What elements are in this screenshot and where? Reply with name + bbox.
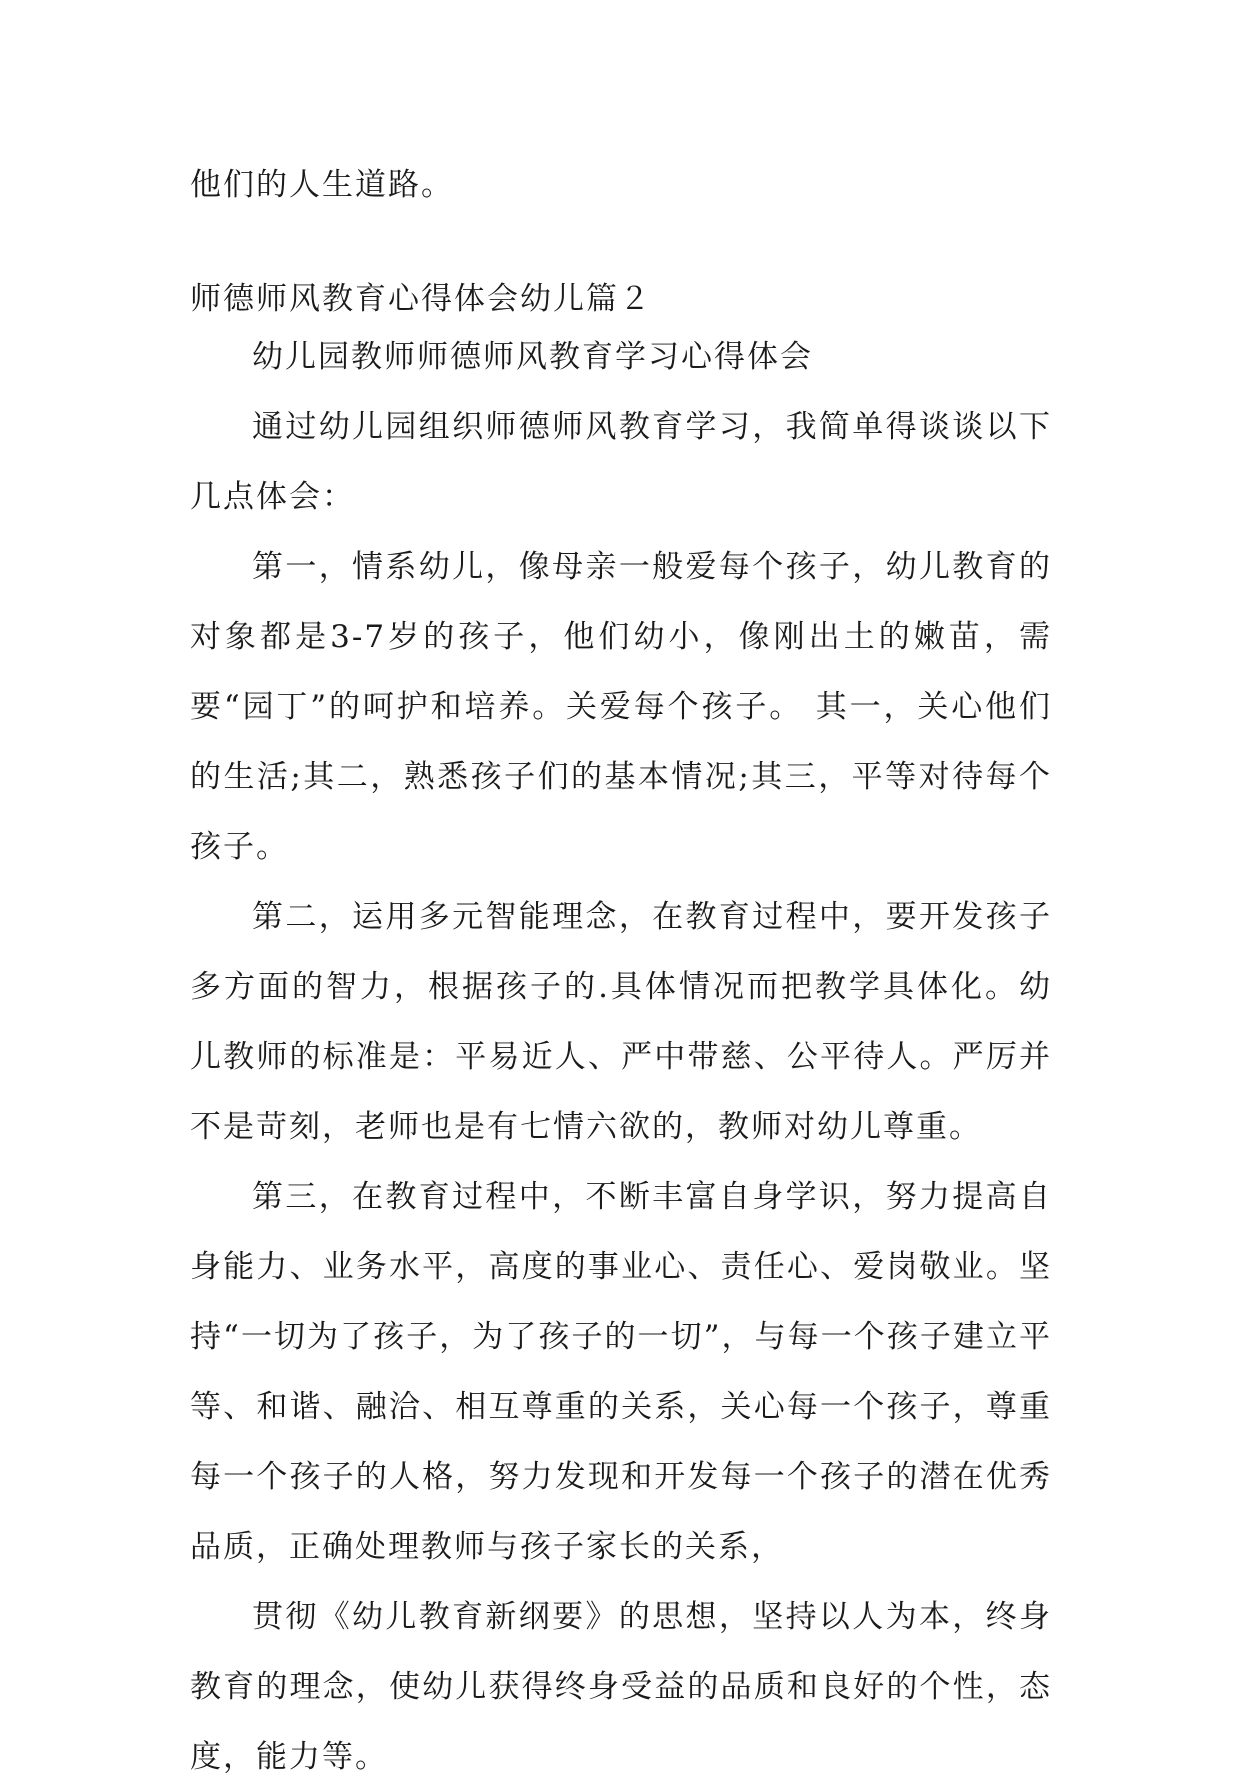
paragraph-conclusion: 贯彻《幼儿教育新纲要》的思想，坚持以人为本，终身教育的理念，使幼儿获得终身受益的品质和良好的个性，态度，能力等。	[190, 1599, 1052, 1775]
paragraph-first-point: 第一，情系幼儿，像母亲一般爱每个孩子，幼儿教育的对象都是3-7岁的孩子，他们幼小，像刚出土的嫩苗，需要“园丁”的呵护和培养。关爱每个孩子。 其一，关心他们的生活;其二，熟悉孩子们的基本情况;其三，平等对待每个孩子。	[190, 549, 1052, 865]
article-body	[190, 322, 1052, 1792]
paragraph-intro: 通过幼儿园组织师德师风教育学习，我简单得谈谈以下几点体会：	[190, 409, 1052, 515]
paragraph-second-point: 第二，运用多元智能理念，在教育过程中，要开发孩子多方面的智力，根据孩子的.具体情况而把教学具体化。幼儿教师的标准是：平易近人、严中带慈、公平待人。严厉并不是苛刻，老师也是有七情六欲的，教师对幼儿尊重。	[190, 899, 1052, 1145]
section-heading: 师德师风教育心得体会幼儿篇２	[190, 281, 652, 317]
continuation-text: 他们的人生道路。	[190, 167, 454, 203]
paragraph-third-point: 第三，在教育过程中，不断丰富自身学识，努力提高自身能力、业务水平，高度的事业心、责任心、爱岗敬业。坚持“一切为了孩子，为了孩子的一切”，与每一个孩子建立平等、和谐、融洽、相互尊重的关系，关心每一个孩子，尊重每一个孩子的人格，努力发现和开发每一个孩子的潜在优秀品质，正确处理教师与孩子家长的关系，	[190, 1179, 1052, 1565]
article-subtitle: 幼儿园教师师德师风教育学习心得体会	[252, 339, 813, 375]
